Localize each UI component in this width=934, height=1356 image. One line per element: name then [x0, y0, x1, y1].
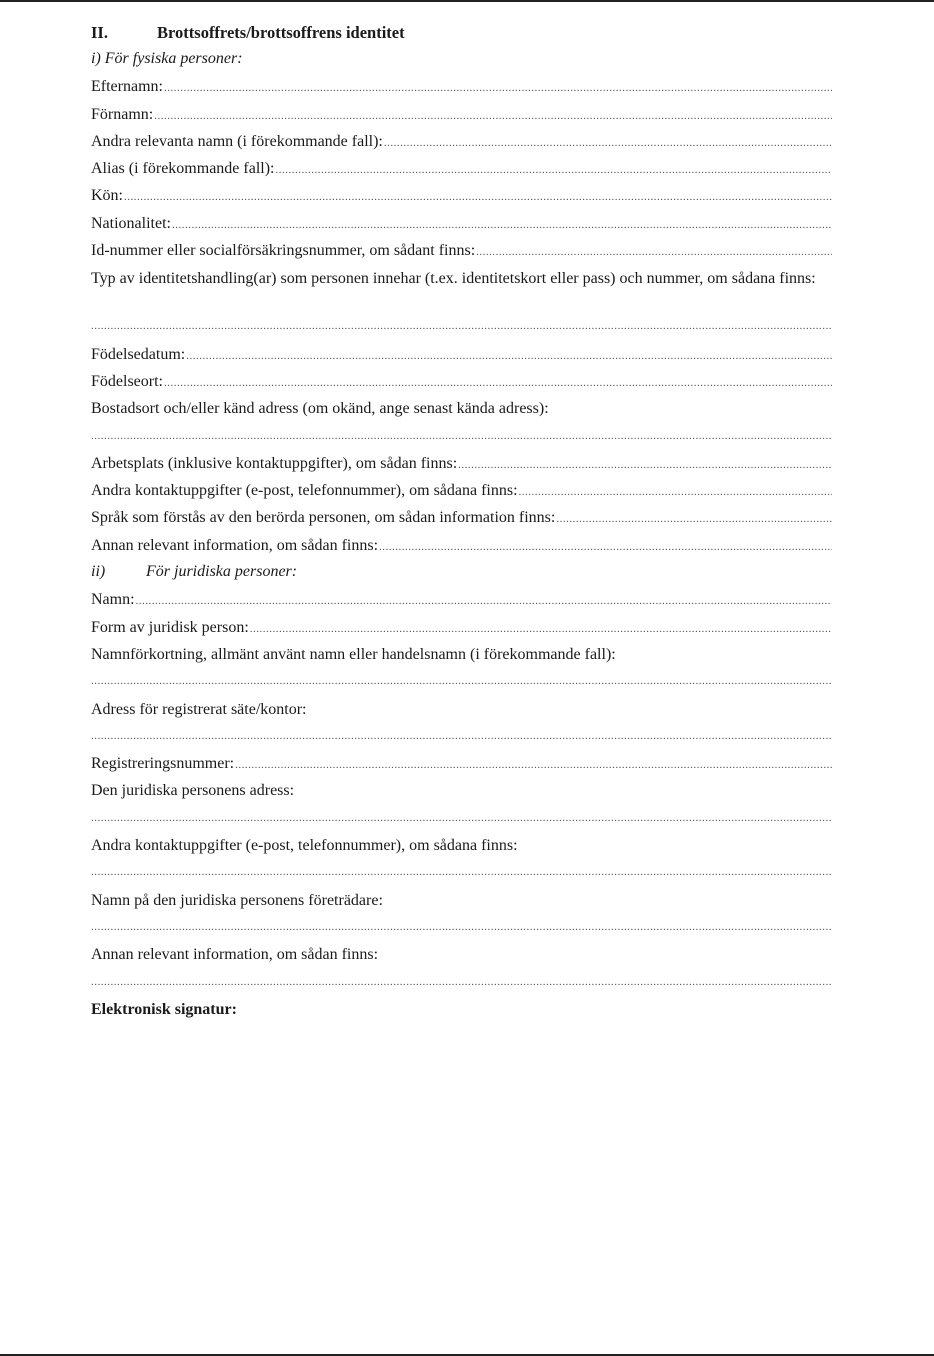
- fill-line[interactable]: [172, 212, 832, 237]
- trade-name-fill-line[interactable]: [91, 668, 832, 695]
- field-id-number[interactable]: Id-nummer eller socialförsäkringsnummer, om sådant finns: .....: [91, 237, 832, 264]
- trade-name-label: Namnförkortning, allmänt använt namn eller handelsnamn (i förekommande fall):: [91, 645, 616, 663]
- legal-address-label: Den juridiska personens adress:: [91, 782, 295, 800]
- field-contact-details[interactable]: Andra kontaktuppgifter (e-post, telefonnummer), om sådana finns: .....: [91, 477, 832, 504]
- legal-other-info-label: Annan relevant information, om sådan finns:: [91, 946, 379, 964]
- field-legal-name[interactable]: Namn: .....: [91, 586, 832, 613]
- fill-line[interactable]: [154, 103, 832, 128]
- fill-line[interactable]: [519, 479, 832, 504]
- field-languages[interactable]: Språk som förstås av den berörda personen, om sådan information finns: .....: [91, 504, 832, 531]
- field-workplace[interactable]: Arbetsplats (inklusive kontaktuppgifter), om sådan finns: .....: [91, 450, 832, 477]
- field-legal-form[interactable]: Form av juridisk person: .....: [91, 614, 832, 641]
- legal-contact-fill-line[interactable]: [91, 859, 832, 886]
- fill-line[interactable]: [458, 452, 832, 477]
- fill-line[interactable]: [250, 616, 832, 641]
- form-page: [91, 22, 832, 1023]
- fill-line[interactable]: [124, 184, 832, 209]
- section-heading: [91, 22, 832, 46]
- id-document-fill-line[interactable]: [91, 313, 832, 340]
- fill-line[interactable]: [235, 752, 832, 777]
- representative-label: Namn på den juridiska personens företrädare:: [91, 891, 383, 909]
- id-document-label: Typ av identitetshandling(ar) som personen innehar (t.ex. identitetskort eller pass) och nummer, om sådana finns:: [91, 270, 816, 288]
- field-sex[interactable]: Kön: .....: [91, 182, 832, 209]
- address-fill-line[interactable]: [91, 423, 832, 450]
- field-nationality[interactable]: Nationalitet: .....: [91, 210, 832, 237]
- fill-line[interactable]: [276, 157, 833, 182]
- field-other-names[interactable]: Andra relevanta namn (i förekommande fall): .....: [91, 128, 832, 155]
- field-registration-number[interactable]: Registreringsnummer: .....: [91, 750, 832, 777]
- natural-persons-heading: i) För fysiska personer:: [91, 50, 243, 67]
- top-rule: [0, 0, 934, 2]
- representative-fill-line[interactable]: [91, 914, 832, 941]
- fill-line[interactable]: [476, 239, 832, 264]
- field-surname[interactable]: Efternamn: .....: [91, 73, 832, 100]
- legal-contact-label: Andra kontaktuppgifter (e-post, telefonnummer), om sådana finns:: [91, 837, 518, 855]
- fill-line[interactable]: [186, 343, 832, 368]
- electronic-signature-label: Elektronisk signatur:: [91, 1000, 237, 1018]
- registered-office-fill-line[interactable]: [91, 723, 832, 750]
- fill-line[interactable]: [164, 75, 832, 100]
- fill-line[interactable]: [384, 130, 832, 155]
- legal-address-fill-line[interactable]: [91, 805, 832, 832]
- field-place-of-birth[interactable]: Födelseort: .....: [91, 368, 832, 395]
- fill-line[interactable]: [556, 506, 832, 531]
- legal-other-info-fill-line[interactable]: [91, 969, 832, 996]
- fill-line[interactable]: [164, 370, 832, 395]
- field-alias[interactable]: Alias (i förekommande fall): .....: [91, 155, 832, 182]
- field-date-of-birth[interactable]: Födelsedatum: .....: [91, 341, 832, 368]
- section-number: II.: [91, 23, 108, 42]
- field-other-info[interactable]: Annan relevant information, om sådan finns: .....: [91, 532, 832, 559]
- fill-line[interactable]: [379, 534, 832, 559]
- registered-office-label: Adress för registrerat säte/kontor:: [91, 700, 307, 718]
- address-label: Bostadsort och/eller känd adress (om okänd, ange senast kända adress):: [91, 400, 549, 418]
- legal-persons-heading: ii) För juridiska personer:: [91, 563, 298, 581]
- fill-line[interactable]: [136, 588, 832, 613]
- section-title: Brottsoffrets/brottsoffrens identitet: [157, 23, 405, 42]
- field-first-name[interactable]: Förnamn: .....: [91, 101, 832, 128]
